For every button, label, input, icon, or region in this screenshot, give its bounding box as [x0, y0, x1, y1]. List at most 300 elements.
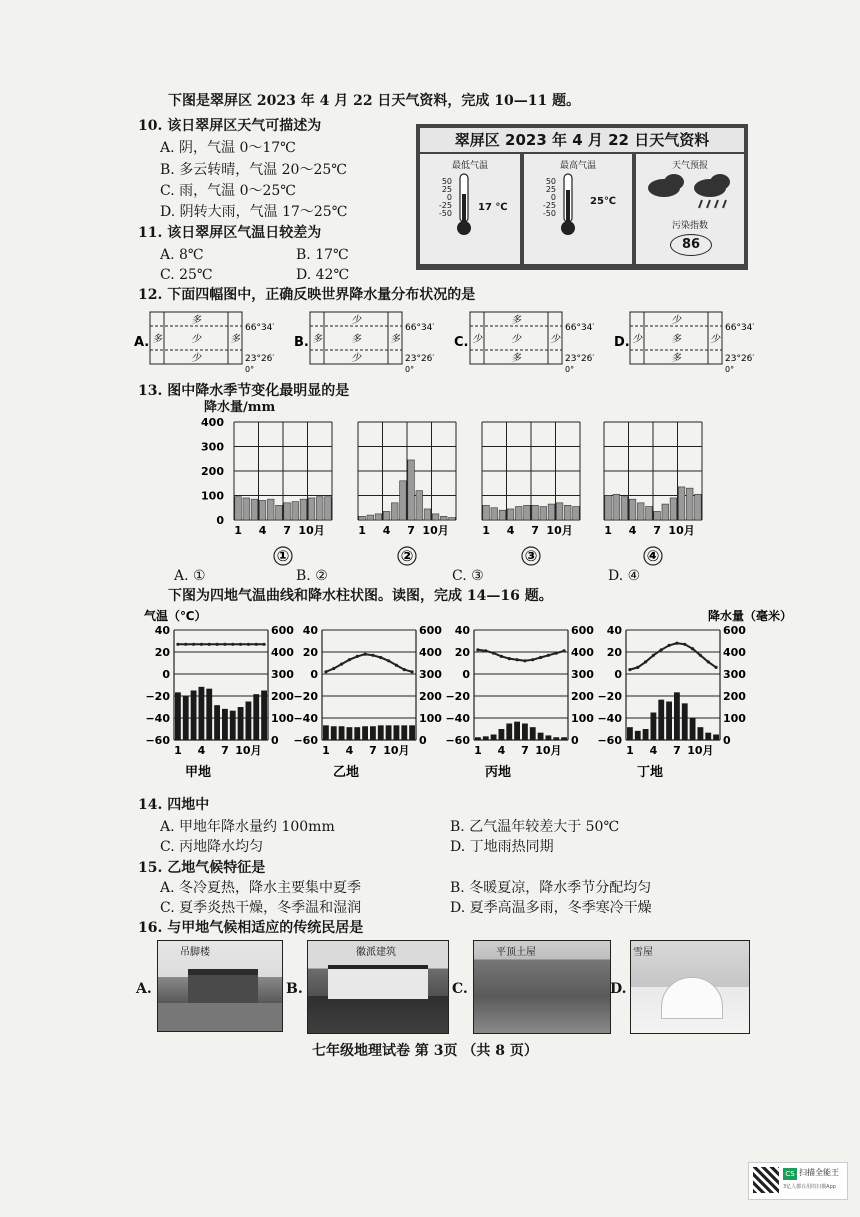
climate-precip-bar [214, 705, 220, 740]
climate-precip-bar [183, 696, 189, 740]
q13-bar [499, 510, 506, 520]
climate-right-tick: 600 [571, 624, 594, 637]
climate-left-tick: −20 [445, 690, 470, 703]
page-footer: 七年级地理试卷 第 3页 （共 8 页） [312, 1043, 538, 1059]
q10-option-c[interactable]: C. 雨，气温 0～25℃ [160, 183, 296, 199]
climate-temp-point [371, 654, 374, 657]
q14-option-d[interactable]: D. 丁地雨热同期 [450, 839, 554, 855]
climate-left-tick: −20 [145, 690, 170, 703]
climate-temp-point [636, 666, 639, 669]
climate-left-tick: 20 [606, 646, 622, 659]
q13-bar [662, 504, 669, 520]
q12-map-bottom: 多 [511, 353, 521, 364]
q13-ylabel: 降水量/mm [204, 400, 276, 415]
photo-stilt-house[interactable] [157, 940, 283, 1032]
q13-bar [670, 498, 677, 520]
climate-temp-point [192, 643, 195, 646]
climate-precip-bar [370, 726, 376, 740]
q14-option-a[interactable]: A. 甲地年降水量约 100mm [160, 819, 335, 835]
q13-x-tick: 4 [628, 524, 637, 537]
q13-chart-2 [358, 422, 456, 565]
climate-left-tick: −60 [597, 734, 622, 747]
climate-right-tick: 300 [571, 668, 594, 681]
q12-map-center: 多 [351, 334, 361, 345]
climate-right-tick: 400 [419, 646, 442, 659]
photo-flat-roof-house[interactable] [473, 940, 611, 1034]
q16-letter-b: B. [286, 981, 303, 997]
climate-temp-point [379, 656, 382, 659]
climate-precip-bar [522, 724, 528, 741]
climate-precip-bar [705, 733, 711, 740]
climate-temp-point [683, 643, 686, 646]
climate-right-tick: 200 [271, 690, 294, 703]
climate-temp-line [326, 654, 412, 672]
climate-temp-point [176, 643, 179, 646]
climate-precip-bar [378, 725, 384, 740]
climate-right-axis-title: 降水量（毫米） [708, 609, 793, 623]
q13-x-tick: 10月 [546, 524, 573, 537]
q13-x-tick: 10月 [668, 524, 695, 537]
climate-precip-bar [230, 711, 236, 740]
climate-right-tick: 600 [723, 624, 746, 637]
climate-temp-point [262, 643, 265, 646]
climate-right-tick: 100 [723, 712, 746, 725]
q13-option-c[interactable]: C. ③ [452, 568, 484, 584]
q13-bar [532, 505, 539, 520]
q13-bar [613, 494, 620, 520]
q12-map-left: 多 [152, 334, 162, 345]
photo-caption: 徽派建筑 [356, 947, 396, 958]
climate-precip-bar [394, 725, 400, 740]
q13-bar [556, 503, 563, 520]
climate-precip-bar [191, 691, 197, 741]
climate-precip-bar [323, 725, 329, 740]
climate-left-tick: −40 [445, 712, 470, 725]
climate-temp-point [531, 658, 534, 661]
climate-precip-bar [530, 727, 536, 740]
climate-x-tick: 7 [221, 744, 229, 757]
q12-stem: 12. 下面四幅图中，正确反映世界降水量分布状况的是 [138, 287, 476, 303]
climate-precip-bar [658, 700, 664, 740]
climate-precip-bar [238, 707, 244, 740]
climate-x-tick: 10月 [235, 744, 262, 757]
low-temp-value: 17 ℃ [478, 202, 508, 213]
climate-temp-point [200, 643, 203, 646]
climate-temp-point [239, 643, 242, 646]
climate-temp-point [714, 666, 717, 669]
q13-bar [383, 511, 390, 520]
climate-temp-point [215, 643, 218, 646]
q15-option-b[interactable]: B. 冬暖夏凉，降水季节分配均匀 [450, 880, 652, 896]
q13-bar [621, 497, 628, 520]
q10-option-d[interactable]: D. 阴转大雨，气温 17～25℃ [160, 204, 348, 220]
q13-bar [491, 508, 498, 520]
q12-map-left: 少 [632, 334, 642, 345]
q13-option-b[interactable]: B. ② [296, 568, 328, 584]
climate-x-tick: 1 [174, 744, 182, 757]
q13-option-a[interactable]: A. ① [174, 568, 206, 584]
q13-chart-id: ③ [524, 547, 538, 565]
q13-bar [251, 499, 258, 520]
q12-lat-label: 23°26′ [725, 354, 755, 364]
q13-x-tick: 7 [653, 524, 661, 537]
q12-map-4 [614, 312, 754, 374]
climate-temp-point [508, 657, 511, 660]
climate-x-tick: 1 [626, 744, 634, 757]
q13-y-tick: 0 [216, 514, 224, 527]
climate-temp-point [363, 653, 366, 656]
climate-left-tick: 0 [462, 668, 470, 681]
q12-map-3 [454, 312, 594, 374]
q14-option-b[interactable]: B. 乙气温年较差大于 50℃ [450, 819, 620, 835]
climate-chart-4 [597, 608, 792, 780]
q13-bar [400, 481, 407, 520]
climate-left-tick: 0 [162, 668, 170, 681]
climate-left-tick: −40 [293, 712, 318, 725]
climate-x-tick: 4 [497, 744, 506, 757]
rain-cloud-icon [644, 170, 738, 212]
climate-temp-point [403, 668, 406, 671]
q12-lat-label: 23°26′ [565, 354, 595, 364]
climate-right-tick: 200 [419, 690, 442, 703]
climate-precip-bar [499, 729, 505, 740]
climate-x-tick: 7 [673, 744, 681, 757]
climate-precip-bar [627, 727, 633, 740]
climate-right-tick: 0 [419, 734, 427, 747]
q13-bar [267, 499, 274, 520]
q13-chart-3 [482, 422, 580, 565]
climate-x-tick: 1 [322, 744, 330, 757]
climate-right-tick: 300 [271, 668, 294, 681]
q12-map-right: 少 [710, 334, 720, 345]
climate-temp-point [707, 660, 710, 663]
q11-option-c[interactable]: C. 25℃ [160, 267, 213, 283]
q12-lat-label: 0° [405, 365, 415, 374]
q13-bar [391, 503, 398, 520]
climate-temp-point [539, 656, 542, 659]
low-temp-scale: 50 25 0 -25 -50 [438, 177, 452, 218]
q15-option-d[interactable]: D. 夏季高温多雨，冬季寒冷干燥 [450, 900, 652, 916]
climate-temp-point [255, 643, 258, 646]
q13-bar [416, 491, 423, 520]
q15-option-a[interactable]: A. 冬冷夏热，降水主要集中夏季 [160, 880, 362, 896]
climate-left-tick: −60 [445, 734, 470, 747]
scanner-badge: CS [783, 1168, 797, 1180]
climate-precip-bar [713, 735, 719, 741]
q11-option-a[interactable]: A. 8℃ [160, 247, 204, 263]
climate-left-tick: −40 [145, 712, 170, 725]
scanner-name: 扫描全能王 [799, 1168, 839, 1177]
climate-chart-name: 丁地 [636, 765, 664, 780]
climate-right-tick: 0 [571, 734, 579, 747]
climate-precip-bar [222, 709, 228, 740]
q11-option-d[interactable]: D. 42℃ [296, 267, 350, 283]
climate-chart-name: 丙地 [484, 765, 512, 780]
photo-igloo[interactable] [630, 940, 750, 1034]
q13-bar [695, 494, 702, 520]
q13-bar [678, 487, 685, 520]
q13-bar [637, 503, 644, 520]
climate-temp-point [652, 654, 655, 657]
climate-right-tick: 200 [571, 690, 594, 703]
q14-option-c[interactable]: C. 丙地降水均匀 [160, 839, 264, 855]
q13-bar [564, 505, 571, 520]
climate-temp-line [630, 643, 716, 669]
q12-lat-label: 66°34′ [405, 323, 435, 333]
q12-map-left: 少 [472, 334, 482, 345]
climate-precip-bar [698, 727, 704, 740]
climate-right-tick: 600 [271, 624, 294, 637]
climate-temp-point [184, 643, 187, 646]
climate-chart-2 [293, 624, 442, 780]
climate-left-tick: −60 [145, 734, 170, 747]
q13-chart-4 [604, 422, 702, 565]
q13-bar [284, 503, 291, 520]
q13-bar [259, 500, 266, 520]
scanner-subtitle: 3亿人都在用的扫描App [783, 1184, 836, 1190]
q13-x-tick: 1 [358, 524, 366, 537]
high-temp-panel [524, 154, 632, 264]
pollution-label: 污染指数 [671, 221, 708, 231]
q12-map-bottom: 少 [191, 353, 201, 364]
climate-temp-point [644, 660, 647, 663]
climate-precip-bar [409, 725, 415, 740]
climate-temp-point [476, 648, 479, 651]
climate-precip-bar [246, 702, 252, 741]
q13-bar [292, 502, 299, 520]
q16-letter-a: A. [136, 981, 152, 997]
climate-precip-bar [666, 702, 672, 741]
climate-x-tick: 4 [197, 744, 206, 757]
climate-temp-line [478, 650, 564, 661]
climate-precip-bar [546, 735, 552, 740]
climate-left-axis-title: 气温（℃） [144, 609, 207, 623]
climate-temp-point [691, 647, 694, 650]
q12-map-letter: B. [294, 335, 309, 350]
q13-bar [573, 507, 580, 520]
q13-precip-charts [196, 412, 736, 572]
climate-chart-3 [445, 624, 594, 780]
q10-option-a[interactable]: A. 阴，气温 0～17℃ [160, 140, 296, 156]
q12-map-top: 少 [671, 315, 681, 326]
q13-chart-id: ① [276, 547, 290, 565]
q13-x-tick: 1 [482, 524, 490, 537]
q13-bar [440, 516, 447, 520]
climate-precip-bar [175, 692, 181, 740]
climate-right-tick: 0 [723, 734, 731, 747]
q12-lat-label: 66°34′ [245, 323, 275, 333]
q12-map-letter: D. [614, 335, 630, 350]
climate-temp-point [208, 643, 211, 646]
climate-left-tick: −40 [597, 712, 622, 725]
climate-precip-bar [651, 713, 657, 741]
q13-x-tick: 7 [283, 524, 291, 537]
q13-x-tick: 7 [407, 524, 415, 537]
climate-charts [140, 606, 793, 784]
climate-temp-point [515, 658, 518, 661]
q12-map-right: 多 [230, 334, 240, 345]
climate-precip-bar [261, 691, 267, 741]
climate-chart-1 [144, 608, 294, 780]
low-temp-panel [420, 154, 520, 264]
climate-temp-point [547, 654, 550, 657]
q12-map-center: 少 [191, 334, 201, 345]
q12-map-right: 多 [390, 334, 400, 345]
q13-bar [235, 497, 242, 520]
climate-left-tick: 0 [614, 668, 622, 681]
q12-map-2 [294, 312, 434, 374]
q14-stem: 14. 四地中 [138, 797, 210, 813]
climate-temp-point [675, 642, 678, 645]
climate-x-tick: 4 [649, 744, 658, 757]
climate-left-tick: 40 [606, 624, 622, 637]
pollution-index-value: 86 [670, 234, 712, 256]
climate-precip-bar [362, 726, 368, 740]
q12-lat-label: 23°26′ [245, 354, 275, 364]
climate-x-tick: 10月 [687, 744, 714, 757]
climate-precip-bar [199, 687, 205, 740]
high-temp-value: 25℃ [590, 196, 617, 207]
climate-right-tick: 300 [419, 668, 442, 681]
climate-precip-bar [514, 722, 520, 740]
climate-right-tick: 400 [723, 646, 746, 659]
q13-y-tick: 200 [201, 465, 224, 478]
q11-stem: 11. 该日翠屏区气温日较差为 [138, 225, 322, 241]
qr-code-icon [753, 1167, 779, 1193]
climate-precip-bar [347, 727, 353, 740]
q12-map-1 [134, 312, 274, 374]
photo-caption: 平顶土屋 [496, 947, 536, 958]
climate-right-tick: 100 [571, 712, 594, 725]
q12-map-top: 少 [351, 315, 361, 326]
photo-caption: 吊脚楼 [180, 947, 210, 958]
q12-map-top: 多 [191, 315, 201, 326]
q13-bar [367, 515, 374, 520]
q12-map-letter: C. [454, 335, 469, 350]
climate-temp-point [387, 659, 390, 662]
climate-temp-point [484, 649, 487, 652]
q13-option-d[interactable]: D. ④ [608, 568, 641, 584]
climate-precip-bar [386, 725, 392, 740]
climate-x-tick: 7 [369, 744, 377, 757]
climate-left-tick: 20 [154, 646, 170, 659]
climate-left-tick: −20 [293, 690, 318, 703]
q13-bar [243, 498, 250, 520]
q11-option-b[interactable]: B. 17℃ [296, 247, 349, 263]
climate-temp-point [410, 670, 413, 673]
q13-bar [629, 499, 636, 520]
climate-temp-point [395, 664, 398, 667]
climate-temp-point [699, 654, 702, 657]
climate-temp-point [348, 658, 351, 661]
q12-lat-label: 66°34′ [725, 323, 755, 333]
climate-temp-point [231, 643, 234, 646]
climate-precip-bar [635, 731, 641, 740]
climate-precip-bar [690, 718, 696, 740]
climate-right-tick: 0 [271, 734, 279, 747]
q13-x-tick: 1 [234, 524, 242, 537]
q16-letter-c: C. [452, 981, 468, 997]
thermometer-icon [454, 172, 474, 238]
climate-temp-point [324, 670, 327, 673]
climate-left-tick: −60 [293, 734, 318, 747]
q13-bar [483, 505, 490, 520]
q13-bar [524, 505, 531, 520]
q13-chart-1 [234, 422, 332, 565]
climate-precip-bar [401, 725, 407, 740]
climate-right-tick: 400 [271, 646, 294, 659]
q13-bar [300, 499, 307, 520]
weather-card [416, 124, 748, 270]
q13-y-tick: 100 [201, 489, 224, 503]
q13-bar [325, 497, 332, 520]
photo-caption: 雪屋 [633, 947, 653, 958]
climate-right-tick: 200 [723, 690, 746, 703]
climate-precip-bar [682, 703, 688, 740]
climate-precip-bar [331, 726, 337, 740]
q13-y-tick: 300 [201, 440, 224, 454]
q13-bar [646, 507, 653, 520]
climate-right-tick: 400 [571, 646, 594, 659]
q13-bar [424, 509, 431, 520]
climate-temp-point [500, 655, 503, 658]
climate-left-tick: −20 [597, 690, 622, 703]
q16-stem: 16. 与甲地气候相适应的传统民居是 [138, 920, 364, 936]
q13-bar [515, 507, 522, 520]
climate-right-tick: 300 [723, 668, 746, 681]
q12-lat-label: 0° [565, 365, 575, 374]
climate-precip-bar [491, 735, 497, 741]
climate-temp-point [660, 648, 663, 651]
climate-x-tick: 7 [521, 744, 529, 757]
q13-bar [432, 514, 439, 520]
scanner-watermark [748, 1162, 848, 1200]
q10-stem: 10. 该日翠屏区天气可描述为 [138, 118, 322, 134]
q13-bar [276, 505, 283, 520]
q10-option-b[interactable]: B. 多云转晴，气温 20～25℃ [160, 162, 347, 178]
climate-left-tick: 40 [154, 624, 170, 637]
climate-precip-bar [674, 692, 680, 740]
climate-temp-point [667, 644, 670, 647]
q13-chart-id: ④ [646, 547, 660, 565]
climate-precip-bar [561, 737, 567, 740]
weather-card-title: 翠屏区 2023 年 4 月 22 日天气资料 [420, 128, 744, 152]
climate-left-tick: 40 [454, 624, 470, 637]
q13-x-tick: 7 [531, 524, 539, 537]
q13-y-tick: 400 [201, 416, 224, 429]
q12-map-center: 少 [511, 334, 521, 345]
climate-left-tick: 0 [310, 668, 318, 681]
thermometer-icon [558, 172, 578, 238]
forecast-label: 天气预报 [671, 161, 708, 171]
climate-temp-point [356, 655, 359, 658]
q13-bar [375, 514, 382, 520]
high-temp-label: 最高气温 [559, 161, 596, 171]
q12-maps [130, 308, 770, 380]
climate-left-tick: 20 [302, 646, 318, 659]
q12-map-bottom: 多 [671, 353, 681, 364]
q13-bar [605, 496, 612, 521]
climate-x-tick: 1 [474, 744, 482, 757]
climate-right-tick: 100 [271, 712, 294, 725]
photo-huizhou-house[interactable] [307, 940, 449, 1034]
q15-option-c[interactable]: C. 夏季炎热干燥，冬季温和湿润 [160, 900, 362, 916]
climate-left-tick: 40 [302, 624, 318, 637]
q12-lat-label: 0° [245, 365, 255, 374]
climate-chart-name: 甲地 [184, 765, 212, 780]
climate-precip-bar [483, 736, 489, 740]
climate-x-tick: 4 [345, 744, 354, 757]
